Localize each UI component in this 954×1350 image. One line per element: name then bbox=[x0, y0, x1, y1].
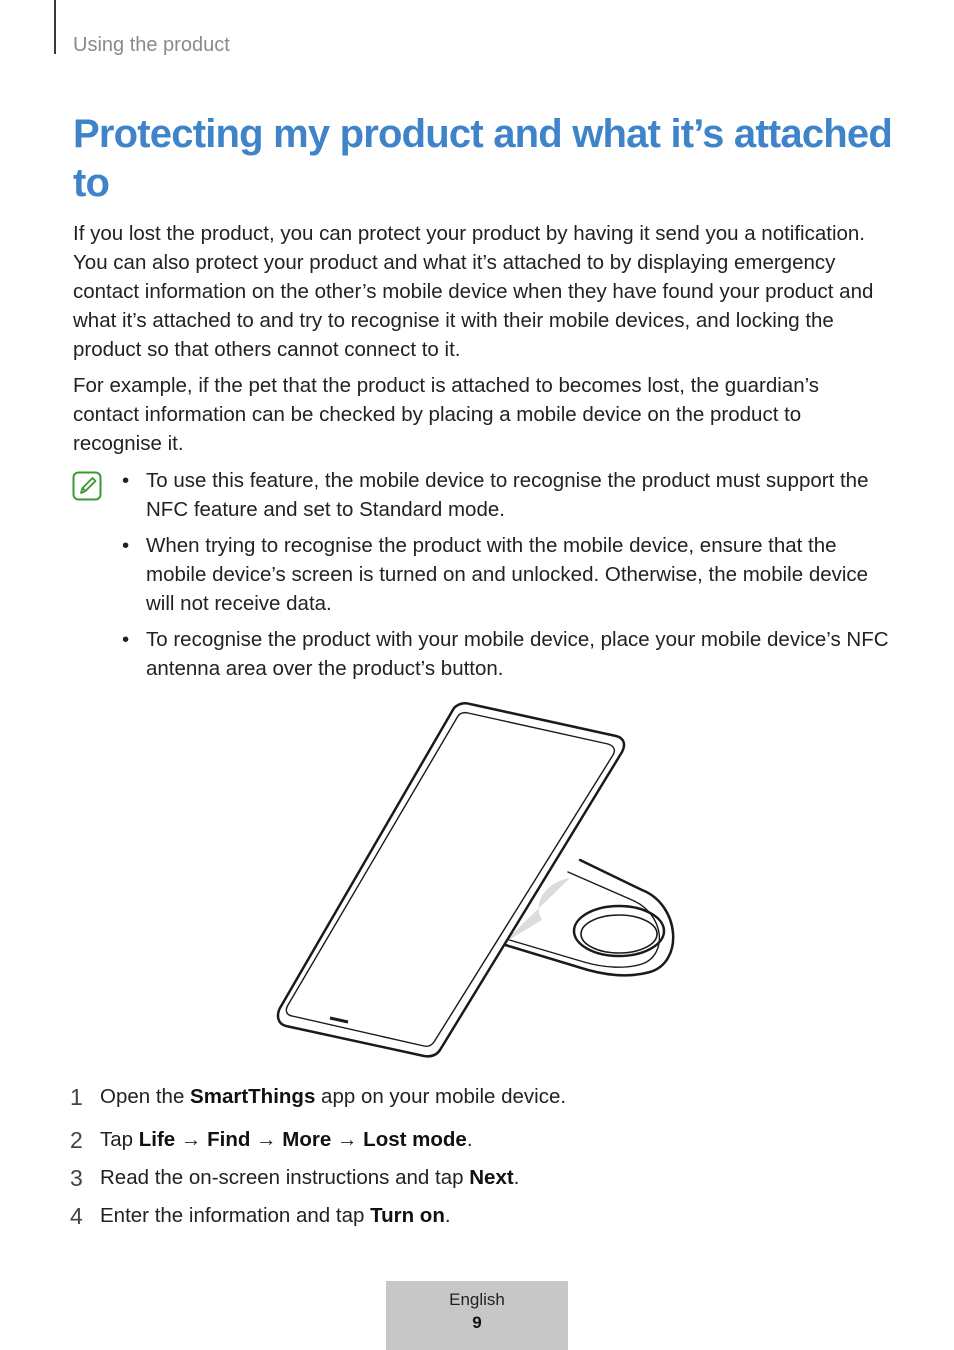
ui-label: Next bbox=[469, 1166, 514, 1189]
note-text: To use this feature, the mobile device to recognise the product must support the NFC feature and set to Standard mode. bbox=[146, 469, 869, 521]
step-number: 1 bbox=[70, 1084, 83, 1110]
page-footer bbox=[386, 1281, 568, 1350]
page-number: 9 bbox=[472, 1313, 482, 1332]
step-number: 2 bbox=[70, 1127, 83, 1153]
page-title: Protecting my product and what it’s attached to bbox=[73, 112, 892, 205]
bullet: • bbox=[122, 628, 130, 651]
ui-label: Turn on bbox=[370, 1204, 445, 1227]
step-text: Tap Life → Find → More → Lost mode. bbox=[100, 1128, 473, 1151]
header-rule bbox=[54, 0, 56, 54]
note-pencil-icon bbox=[72, 471, 102, 501]
section-label: Using the product bbox=[73, 34, 230, 56]
intro-paragraph-2: For example, if the pet that the product is attached to becomes lost, the guardian’s contact information can be checked by placing a mobile device on the product to recognise it. bbox=[73, 374, 820, 455]
ui-label: Lost mode bbox=[363, 1128, 467, 1151]
ui-label: Life bbox=[138, 1128, 176, 1151]
notes-list bbox=[122, 466, 892, 690]
bullet: • bbox=[122, 534, 130, 557]
step-text: Enter the information and tap Turn on. bbox=[100, 1204, 451, 1227]
step-text: Open the SmartThings app on your mobile device. bbox=[100, 1085, 567, 1108]
footer-language: English bbox=[449, 1290, 505, 1309]
ui-label: More bbox=[282, 1128, 332, 1151]
ui-label: Find bbox=[207, 1128, 251, 1151]
bullet: • bbox=[122, 469, 130, 492]
step-number: 3 bbox=[70, 1165, 83, 1191]
mobile-phone bbox=[278, 703, 624, 1056]
step-text: Read the on-screen instructions and tap Next. bbox=[100, 1166, 520, 1189]
note-text: When trying to recognise the product with the mobile device, ensure that the mobile device’s screen is turned on and unlocked. Otherwise, the mobile device will not receive data. bbox=[146, 534, 869, 615]
note-item bbox=[122, 531, 892, 618]
phone-on-tag-illustration bbox=[270, 700, 685, 1060]
ui-label: SmartThings bbox=[190, 1085, 316, 1108]
note-item bbox=[122, 625, 892, 683]
note-item bbox=[122, 466, 892, 524]
step-number: 4 bbox=[70, 1203, 83, 1229]
note-text: To recognise the product with your mobile device, place your mobile device’s NFC antenna area over the product’s button. bbox=[146, 628, 889, 680]
intro-paragraph-1: If you lost the product, you can protect your product by having it send you a notification. You can also protect your product and what it’s attached to by displaying emergency contact information on the other’s mobile device when they have found your product and what it’s attached to and try to recognise it with their mobile devices, and locking the product so that others cannot connect to it. bbox=[73, 222, 874, 361]
